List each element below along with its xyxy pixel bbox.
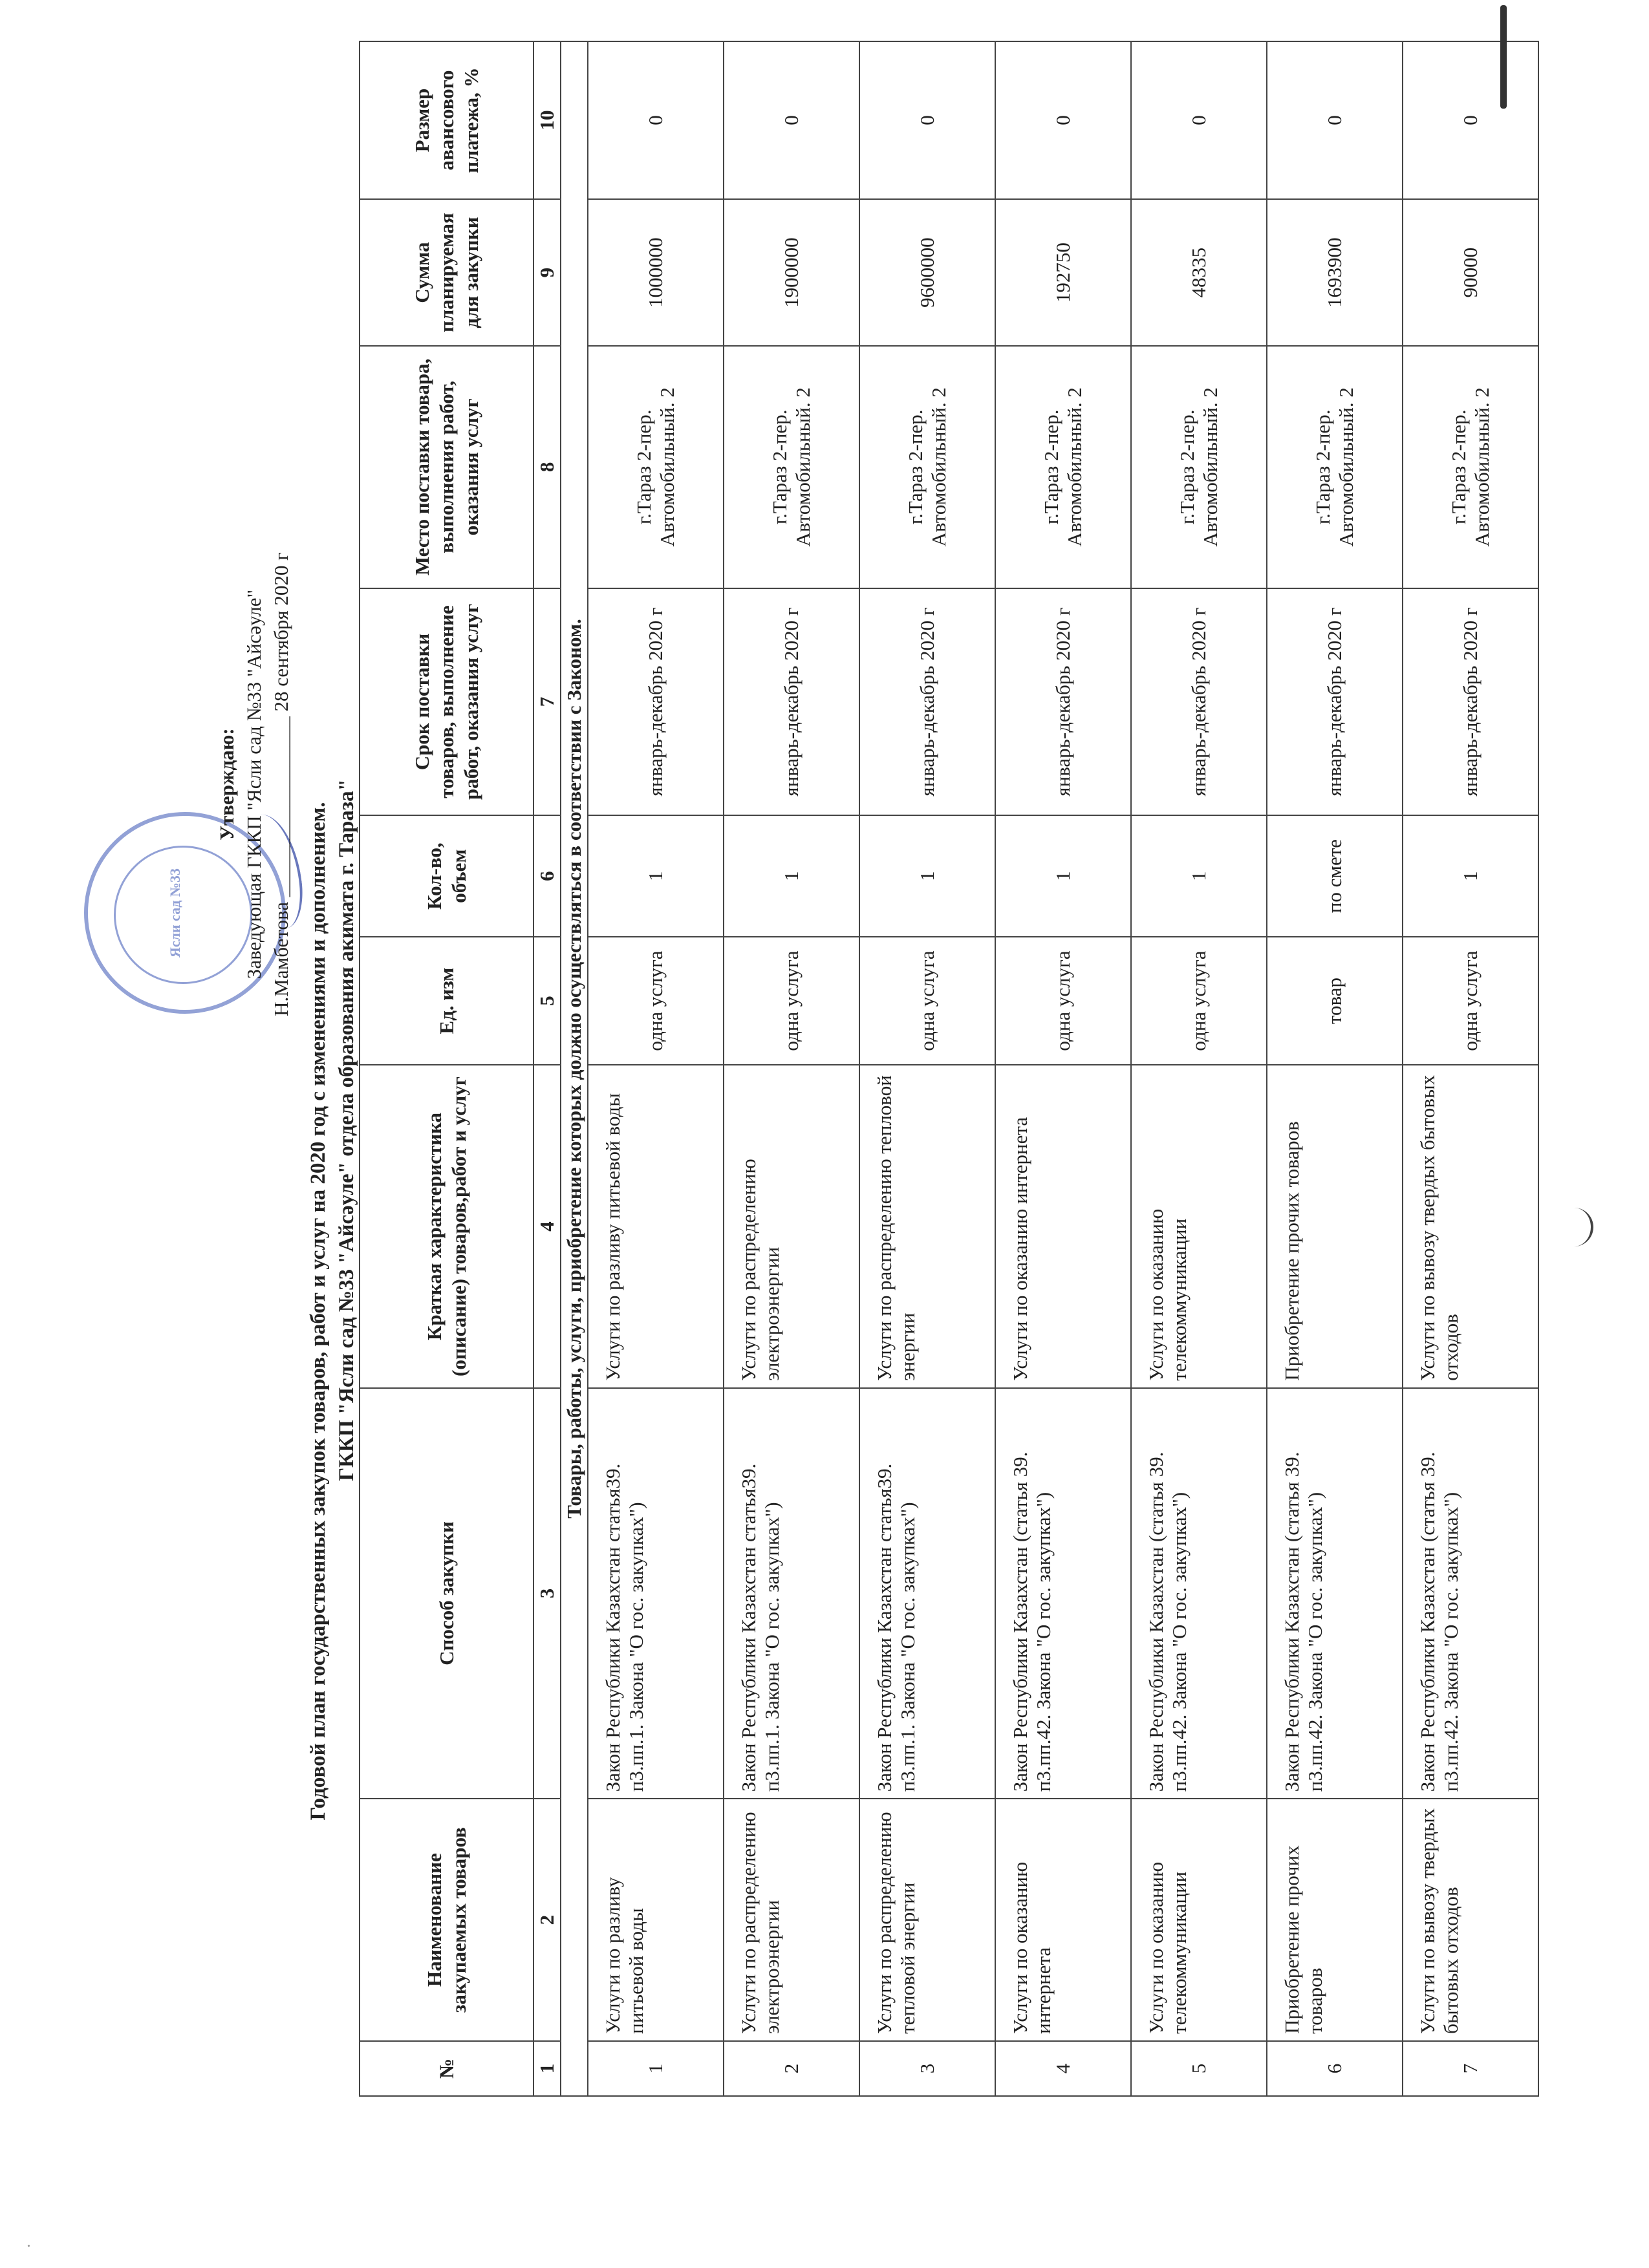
item-description: Услуги по разливу питьевой воды [588, 1065, 724, 1387]
planned-sum: 1693900 [1267, 199, 1403, 346]
advance-percent: 0 [1403, 41, 1538, 199]
planned-sum: 1000000 [588, 199, 724, 346]
delivery-place: г.Тараз 2-пер. Автомобильный. 2 [1131, 346, 1267, 588]
delivery-term: январь-декабрь 2020 г [1403, 588, 1538, 816]
quantity: 1 [724, 815, 859, 936]
table-row [724, 41, 859, 2096]
approver-name-date: Н.Мамбетова __________________ 28 сентября 2020 г [270, 552, 292, 1016]
row-number: 3 [859, 2041, 995, 2096]
column-number: 6 [534, 815, 561, 936]
advance-percent: 0 [1267, 41, 1403, 199]
item-name: Услуги по вывозу твердых бытовых отходов [1403, 1799, 1538, 2041]
approve-label: Утверждаю: [215, 728, 238, 840]
delivery-place: г.Тараз 2-пер. Автомобильный. 2 [995, 346, 1131, 588]
scan-speck: · [19, 2243, 38, 2249]
unit: одна услуга [1403, 937, 1538, 1065]
header-cell: Краткая характеристика (описание) товаров,работ и услуг [360, 1065, 534, 1387]
advance-percent: 0 [724, 41, 859, 199]
procurement-method: Закон Республики Казахстан (статья 39. п3.пп.42. Закона "О гос. закупках") [1267, 1388, 1403, 1799]
column-number: 8 [534, 346, 561, 588]
section-row [561, 41, 588, 2096]
item-name: Услуги по оказанию телекоммуникации [1131, 1799, 1267, 2041]
punch-hole-mark [1565, 1208, 1593, 1246]
unit: одна услуга [588, 937, 724, 1065]
table-row [1131, 41, 1267, 2096]
table-row [1403, 41, 1538, 2096]
column-number: 7 [534, 588, 561, 816]
delivery-place: г.Тараз 2-пер. Автомобильный. 2 [859, 346, 995, 588]
unit: одна услуга [995, 937, 1131, 1065]
item-name: Услуги по распределению электроэнергии [724, 1799, 859, 2041]
delivery-place: г.Тараз 2-пер. Автомобильный. 2 [724, 346, 859, 588]
delivery-term: январь-декабрь 2020 г [1267, 588, 1403, 816]
procurement-method: Закон Республики Казахстан статья39. п3.пп.1. Закона "О гос. закупках") [859, 1388, 995, 1799]
column-number-row [534, 41, 561, 2096]
planned-sum: 90000 [1403, 199, 1538, 346]
section-title: Товары, работы, услуги, приобретение которых должно осуществляться в соответствии с Законом. [561, 41, 588, 2096]
document-title [304, 96, 361, 2165]
column-number: 9 [534, 199, 561, 346]
row-number: 2 [724, 2041, 859, 2096]
item-description: Услуги по оказанию телекоммуникации [1131, 1065, 1267, 1387]
delivery-term: январь-декабрь 2020 г [724, 588, 859, 816]
delivery-term: январь-декабрь 2020 г [995, 588, 1131, 816]
procurement-method: Закон Республики Казахстан (статья 39. п3.пп.42. Закона "О гос. закупках") [995, 1388, 1131, 1799]
planned-sum: 192750 [995, 199, 1131, 346]
item-description: Услуги по распределению электроэнергии [724, 1065, 859, 1387]
delivery-place: г.Тараз 2-пер. Автомобильный. 2 [1267, 346, 1403, 588]
stamp-text: Ясли сад №33 [167, 868, 183, 957]
header-row [360, 41, 534, 2096]
table-row [588, 41, 724, 2096]
approver-position: Заведующая ГККП "Ясли сад №33 "Айсәуле" [242, 589, 265, 979]
header-cell: Сумма планируемая для закупки [360, 199, 534, 346]
title-line-2: ГККП "Ясли сад №33 "Айсәуле" отдела образования акимата г. Тараза" [335, 779, 358, 1481]
unit: одна услуга [859, 937, 995, 1065]
quantity: 1 [995, 815, 1131, 936]
item-name: Услуги по распределению тепловой энергии [859, 1799, 995, 2041]
row-number: 5 [1131, 2041, 1267, 2096]
approver-name: Н.Мамбетова [270, 902, 292, 1016]
unit: товар [1267, 937, 1403, 1065]
header-cell: Срок поставки товаров, выполнение работ, оказания услуг [360, 588, 534, 816]
procurement-plan-table [359, 41, 1539, 2097]
quantity: 1 [1403, 815, 1538, 936]
row-number: 7 [1403, 2041, 1538, 2096]
row-number: 6 [1267, 2041, 1403, 2096]
item-description: Услуги по вывозу твердых бытовых отходов [1403, 1065, 1538, 1387]
table-row [995, 41, 1131, 2096]
column-number: 1 [534, 2041, 561, 2096]
column-number: 2 [534, 1799, 561, 2041]
advance-percent: 0 [1131, 41, 1267, 199]
header-cell: Наименование закупаемых товаров [360, 1799, 534, 2041]
column-number: 5 [534, 937, 561, 1065]
header-cell: Ед. изм [360, 937, 534, 1065]
header-cell: Место поставки товара, выполнения работ, оказания услуг [360, 346, 534, 588]
unit: одна услуга [724, 937, 859, 1065]
planned-sum: 48335 [1131, 199, 1267, 346]
advance-percent: 0 [995, 41, 1131, 199]
header-cell: Кол-во, объем [360, 815, 534, 936]
planned-sum: 9600000 [859, 199, 995, 346]
procurement-method: Закон Республики Казахстан (статья 39. п3.пп.42. Закона "О гос. закупках") [1131, 1388, 1267, 1799]
advance-percent: 0 [588, 41, 724, 199]
table-row [859, 41, 995, 2096]
item-name: Услуги по разливу питьевой воды [588, 1799, 724, 2041]
row-number: 4 [995, 2041, 1131, 2096]
item-description: Услуги по распределению тепловой энергии [859, 1065, 995, 1387]
header-cell: № [360, 2041, 534, 2096]
column-number: 10 [534, 41, 561, 199]
delivery-term: январь-декабрь 2020 г [1131, 588, 1267, 816]
procurement-method: Закон Республики Казахстан статья39. п3.пп.1. Закона "О гос. закупках") [724, 1388, 859, 1799]
header-cell: Способ закупки [360, 1388, 534, 1799]
item-name: Приобретение прочих товаров [1267, 1799, 1403, 2041]
procurement-method: Закон Республики Казахстан статья39. п3.пп.1. Закона "О гос. закупках") [588, 1388, 724, 1799]
item-description: Услуги по оказанию интернета [995, 1065, 1131, 1387]
procurement-method: Закон Республики Казахстан (статья 39. п3.пп.42. Закона "О гос. закупках") [1403, 1388, 1538, 1799]
delivery-place: г.Тараз 2-пер. Автомобильный. 2 [588, 346, 724, 588]
quantity: 1 [859, 815, 995, 936]
quantity: 1 [1131, 815, 1267, 936]
approval-block [213, 412, 295, 1156]
delivery-term: январь-декабрь 2020 г [859, 588, 995, 816]
delivery-term: январь-декабрь 2020 г [588, 588, 724, 816]
delivery-place: г.Тараз 2-пер. Автомобильный. 2 [1403, 346, 1538, 588]
column-number: 4 [534, 1065, 561, 1387]
header-cell: Размер авансового платежа, % [360, 41, 534, 199]
column-number: 3 [534, 1388, 561, 1799]
scan-margin-mark [1500, 5, 1507, 109]
planned-sum: 1900000 [724, 199, 859, 346]
quantity: 1 [588, 815, 724, 936]
approval-date: 28 сентября 2020 г [270, 552, 292, 712]
item-name: Услуги по оказанию интернета [995, 1799, 1131, 2041]
row-number: 1 [588, 2041, 724, 2096]
table-row [1267, 41, 1403, 2096]
unit: одна услуга [1131, 937, 1267, 1065]
item-description: Приобретение прочих товаров [1267, 1065, 1403, 1387]
advance-percent: 0 [859, 41, 995, 199]
quantity: по смете [1267, 815, 1403, 936]
title-line-1: Годовой план государственных закупок товаров, работ и услуг на 2020 год с изменениями и дополнением. [307, 802, 330, 1821]
